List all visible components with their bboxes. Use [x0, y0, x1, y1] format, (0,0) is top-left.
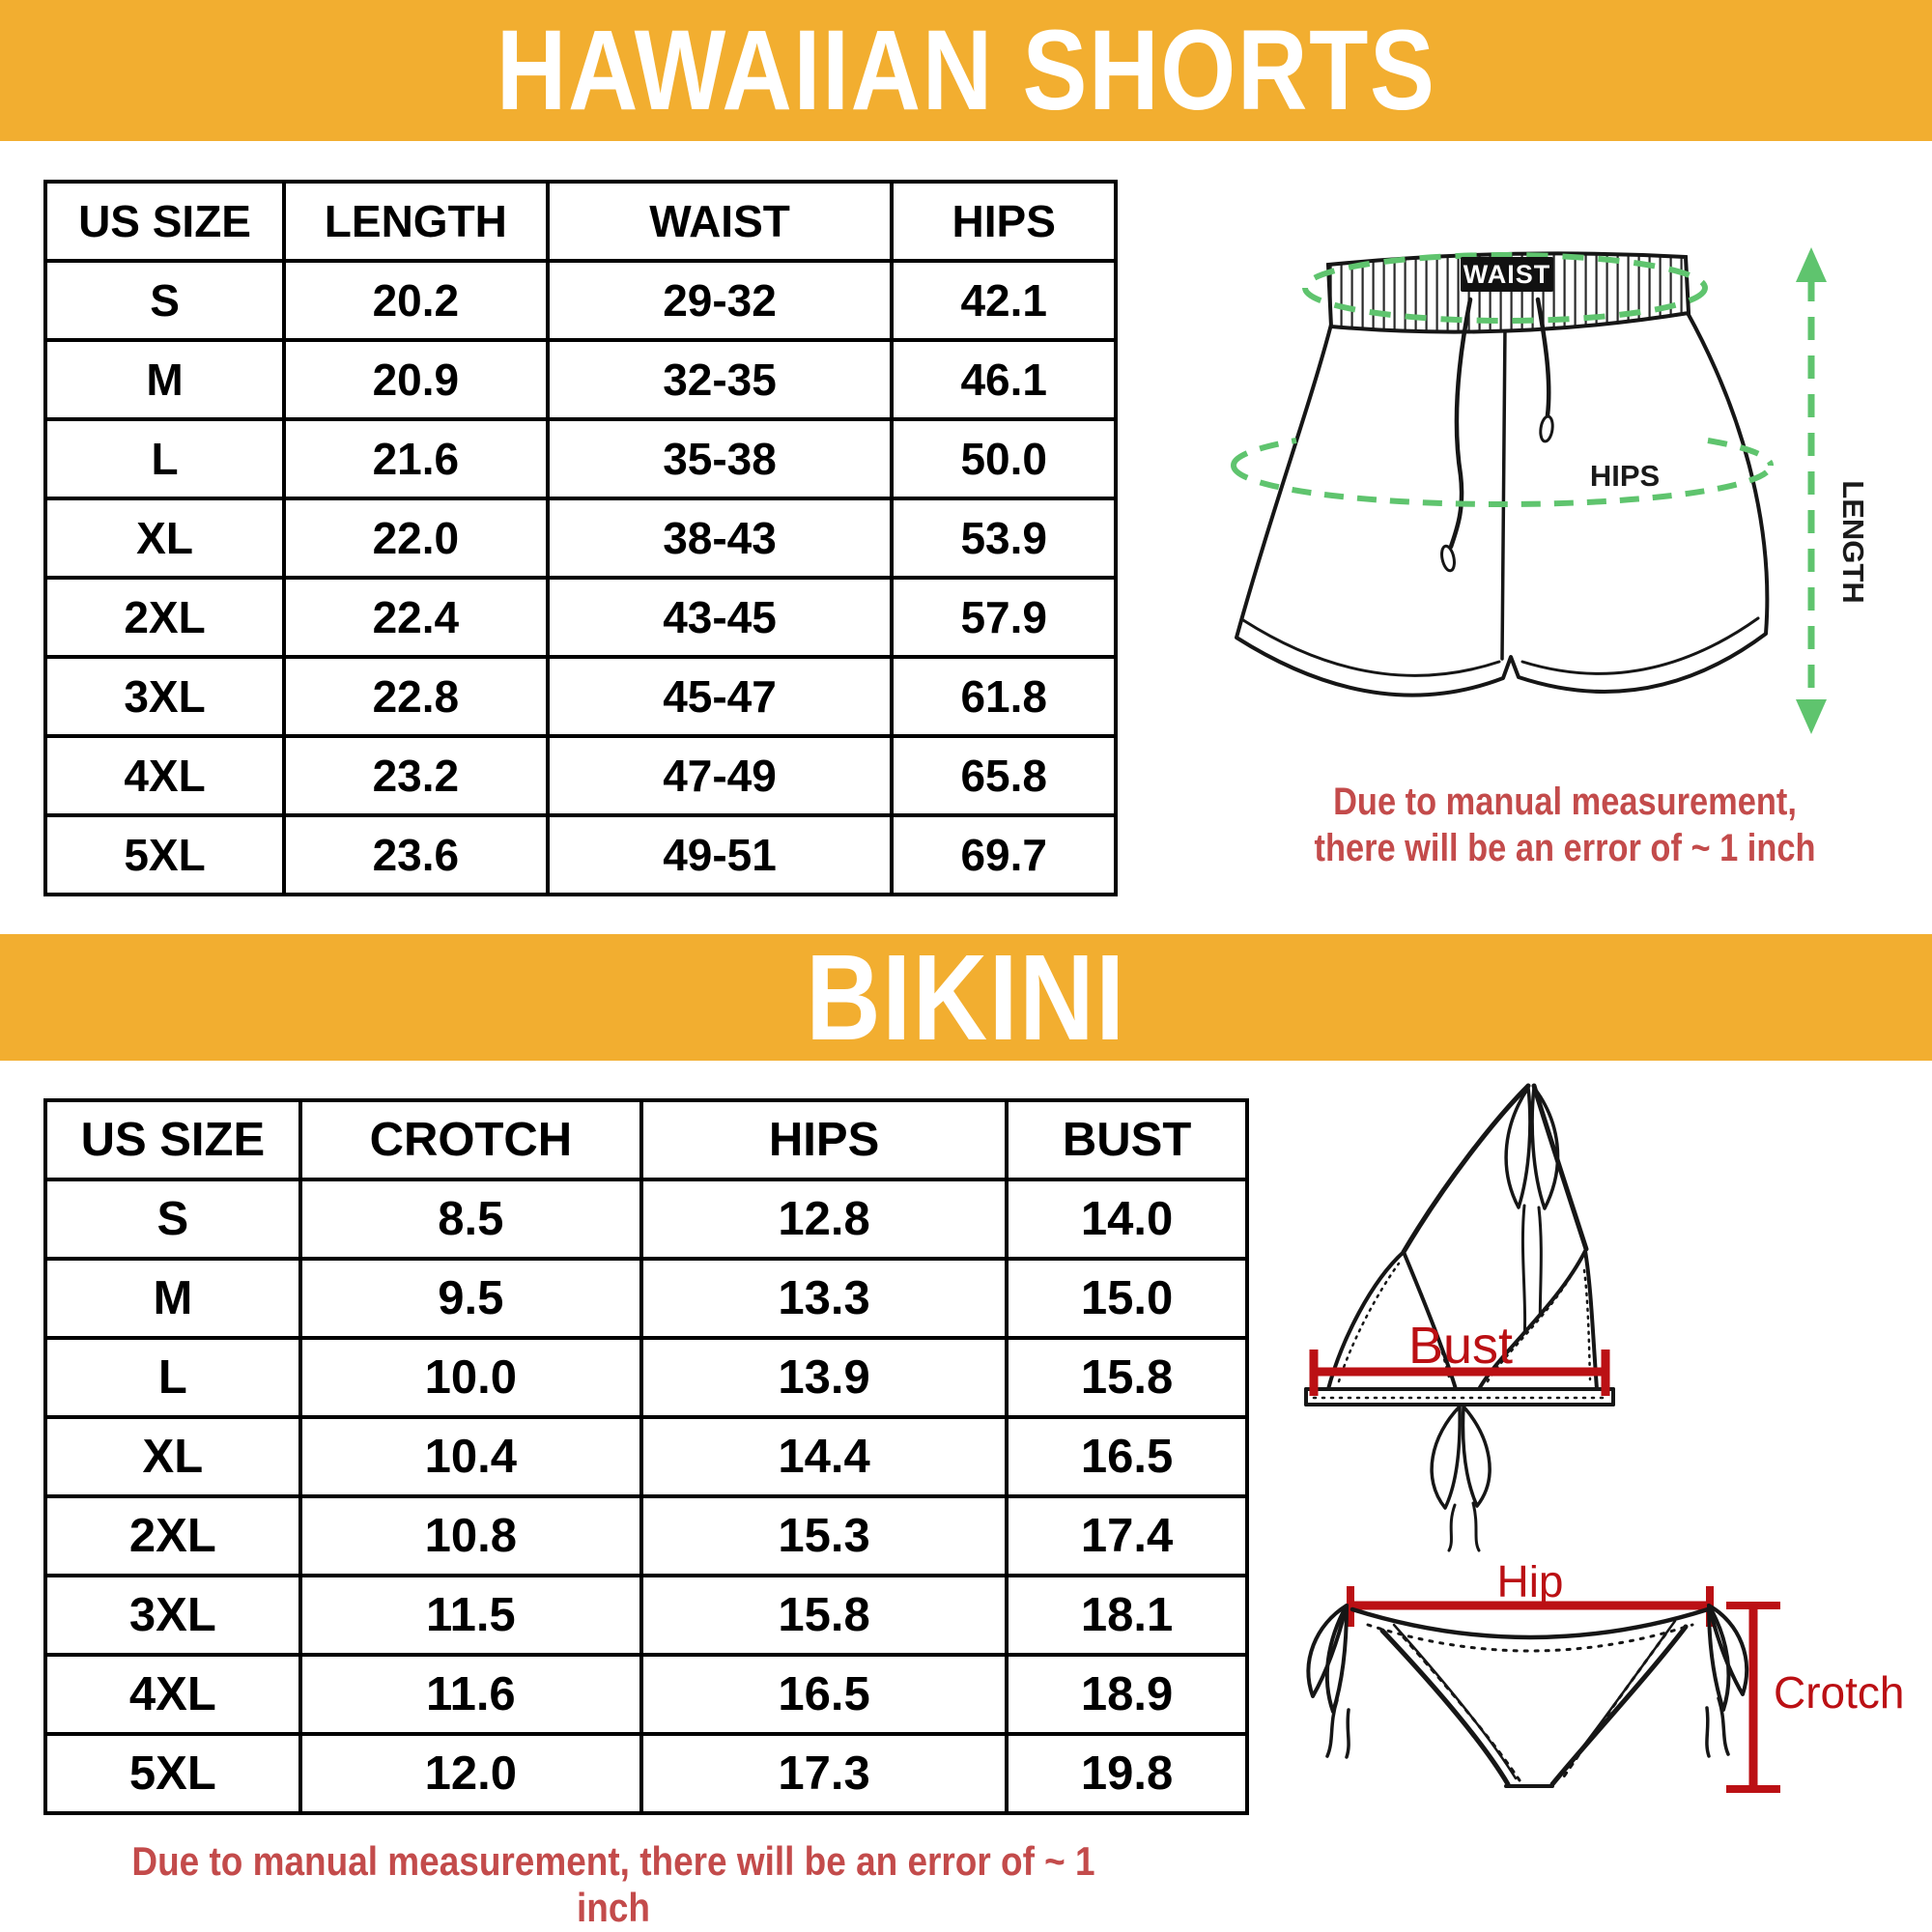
header-row	[45, 182, 1116, 261]
measurement-cell: 42.1	[892, 261, 1116, 340]
bikini-bottom-diagram	[1246, 1565, 1932, 1855]
hip-label: Hip	[1496, 1565, 1564, 1606]
table-row	[45, 1576, 1247, 1655]
measurement-cell: 69.7	[892, 815, 1116, 895]
measurement-cell: 13.9	[641, 1338, 1007, 1417]
measurement-cell: 47-49	[548, 736, 893, 815]
measurement-cell: 15.0	[1007, 1259, 1247, 1338]
table-row	[45, 1655, 1247, 1734]
left-tie-tail-2	[1347, 1710, 1349, 1757]
measurement-cell: 11.5	[300, 1576, 641, 1655]
measurement-cell: 14.4	[641, 1417, 1007, 1496]
measurement-cell: 15.8	[1007, 1338, 1247, 1417]
table-row	[45, 419, 1116, 498]
column-header: BUST	[1007, 1100, 1247, 1179]
measurement-cell: 61.8	[892, 657, 1116, 736]
measurement-cell: 13.3	[641, 1259, 1007, 1338]
column-header: HIPS	[892, 182, 1116, 261]
measurement-cell: 22.0	[284, 498, 548, 578]
measurement-cell: 18.1	[1007, 1576, 1247, 1655]
table-row	[45, 340, 1116, 419]
size-cell: M	[45, 1259, 300, 1338]
measurement-cell: 11.6	[300, 1655, 641, 1734]
size-cell: 4XL	[45, 1655, 300, 1734]
measurement-cell: 14.0	[1007, 1179, 1247, 1259]
table-row	[45, 261, 1116, 340]
measurement-cell: 16.5	[1007, 1417, 1247, 1496]
measurement-cell: 8.5	[300, 1179, 641, 1259]
measurement-cell: 23.6	[284, 815, 548, 895]
measurement-cell: 38-43	[548, 498, 893, 578]
column-header: HIPS	[641, 1100, 1007, 1179]
shorts-banner-title: HAWAIIAN SHORTS	[496, 7, 1436, 134]
size-cell: XL	[45, 1417, 300, 1496]
measurement-cell: 12.8	[641, 1179, 1007, 1259]
size-cell: S	[45, 1179, 300, 1259]
measurement-cell: 15.8	[641, 1576, 1007, 1655]
size-cell: 5XL	[45, 815, 284, 895]
table-row	[45, 1417, 1247, 1496]
measurement-cell: 43-45	[548, 578, 893, 657]
size-cell: 2XL	[45, 578, 284, 657]
length-label: LENGTH	[1836, 480, 1870, 604]
measurement-cell: 65.8	[892, 736, 1116, 815]
measurement-cell: 22.8	[284, 657, 548, 736]
size-cell: 5XL	[45, 1734, 300, 1813]
column-header: US SIZE	[45, 182, 284, 261]
measurement-cell: 17.3	[641, 1734, 1007, 1813]
measurement-cell: 29-32	[548, 261, 893, 340]
measurement-cell: 32-35	[548, 340, 893, 419]
right-tie-tail-2	[1707, 1708, 1709, 1756]
size-cell: 4XL	[45, 736, 284, 815]
hips-label: HIPS	[1589, 459, 1661, 493]
measurement-cell: 20.9	[284, 340, 548, 419]
size-cell: L	[45, 419, 284, 498]
table-row	[45, 736, 1116, 815]
table-row	[45, 1734, 1247, 1813]
measurement-cell: 21.6	[284, 419, 548, 498]
center-bow-loop-right	[1463, 1406, 1491, 1506]
shorts-banner	[0, 0, 1932, 141]
measurement-cell: 19.8	[1007, 1734, 1247, 1813]
bikini-note	[39, 1838, 1188, 1931]
hips-arc-left-end	[1234, 440, 1296, 466]
column-header: LENGTH	[284, 182, 548, 261]
crotch-label: Crotch	[1774, 1667, 1905, 1718]
measurement-cell: 15.3	[641, 1496, 1007, 1576]
measurement-cell: 18.9	[1007, 1655, 1247, 1734]
measurement-cell: 17.4	[1007, 1496, 1247, 1576]
measurement-cell: 46.1	[892, 340, 1116, 419]
measurement-cell: 22.4	[284, 578, 548, 657]
table-row	[45, 1338, 1247, 1417]
bikini-note-text: Due to manual measurement, there will be an error of ~ 1 inch	[131, 1838, 1095, 1930]
measurement-cell: 49-51	[548, 815, 893, 895]
measurement-cell: 10.8	[300, 1496, 641, 1576]
column-header: CROTCH	[300, 1100, 641, 1179]
bikini-banner-title: BIKINI	[806, 929, 1126, 1065]
shorts-measurement-diagram	[1198, 222, 1932, 763]
measurement-cell: 53.9	[892, 498, 1116, 578]
shorts-note	[1198, 779, 1932, 871]
waist-label: WAIST	[1463, 260, 1551, 289]
measurement-cell: 20.2	[284, 261, 548, 340]
strap-right	[1534, 1086, 1586, 1249]
table-row	[45, 498, 1116, 578]
measurement-cell: 10.0	[300, 1338, 641, 1417]
measurement-cell: 10.4	[300, 1417, 641, 1496]
table-row	[45, 657, 1116, 736]
shorts-note-line1: Due to manual measurement,	[1333, 781, 1797, 823]
triangle-left-edge	[1382, 1631, 1508, 1784]
strap-left	[1404, 1086, 1528, 1252]
column-header: US SIZE	[45, 1100, 300, 1179]
measurement-cell: 9.5	[300, 1259, 641, 1338]
bikini-top-diagram	[1246, 1063, 1932, 1555]
bust-label: Bust	[1407, 1317, 1514, 1375]
length-arrow-top	[1796, 247, 1827, 282]
measurement-cell: 35-38	[548, 419, 893, 498]
size-cell: L	[45, 1338, 300, 1417]
measurement-cell: 12.0	[300, 1734, 641, 1813]
table-row	[45, 815, 1116, 895]
length-arrow-bottom	[1796, 699, 1827, 734]
measurement-cell: 57.9	[892, 578, 1116, 657]
column-header: WAIST	[548, 182, 893, 261]
center-bow-loop-left	[1432, 1406, 1460, 1508]
size-cell: 3XL	[45, 1576, 300, 1655]
center-bow-tail-2	[1473, 1503, 1479, 1550]
shorts-size-table	[43, 180, 1118, 896]
size-cell: S	[45, 261, 284, 340]
table-row	[45, 1496, 1247, 1576]
bikini-size-table	[43, 1098, 1249, 1815]
measurement-cell: 50.0	[892, 419, 1116, 498]
size-cell: M	[45, 340, 284, 419]
bikini-top-svg	[1246, 1063, 1932, 1555]
table-row	[45, 1259, 1247, 1338]
size-cell: 2XL	[45, 1496, 300, 1576]
table-row	[45, 1179, 1247, 1259]
table-row	[45, 578, 1116, 657]
shorts-diagram-svg	[1198, 222, 1932, 763]
measurement-cell: 16.5	[641, 1655, 1007, 1734]
size-cell: 3XL	[45, 657, 284, 736]
bikini-bottom-svg	[1246, 1565, 1932, 1855]
shorts-note-line2: there will be an error of ~ 1 inch	[1314, 827, 1816, 869]
measurement-cell: 45-47	[548, 657, 893, 736]
bottom-waist-edge	[1352, 1609, 1708, 1637]
bikini-banner	[0, 929, 1932, 1065]
center-bow-tail-1	[1449, 1505, 1455, 1550]
header-row	[45, 1100, 1247, 1179]
size-cell: XL	[45, 498, 284, 578]
measurement-cell: 23.2	[284, 736, 548, 815]
